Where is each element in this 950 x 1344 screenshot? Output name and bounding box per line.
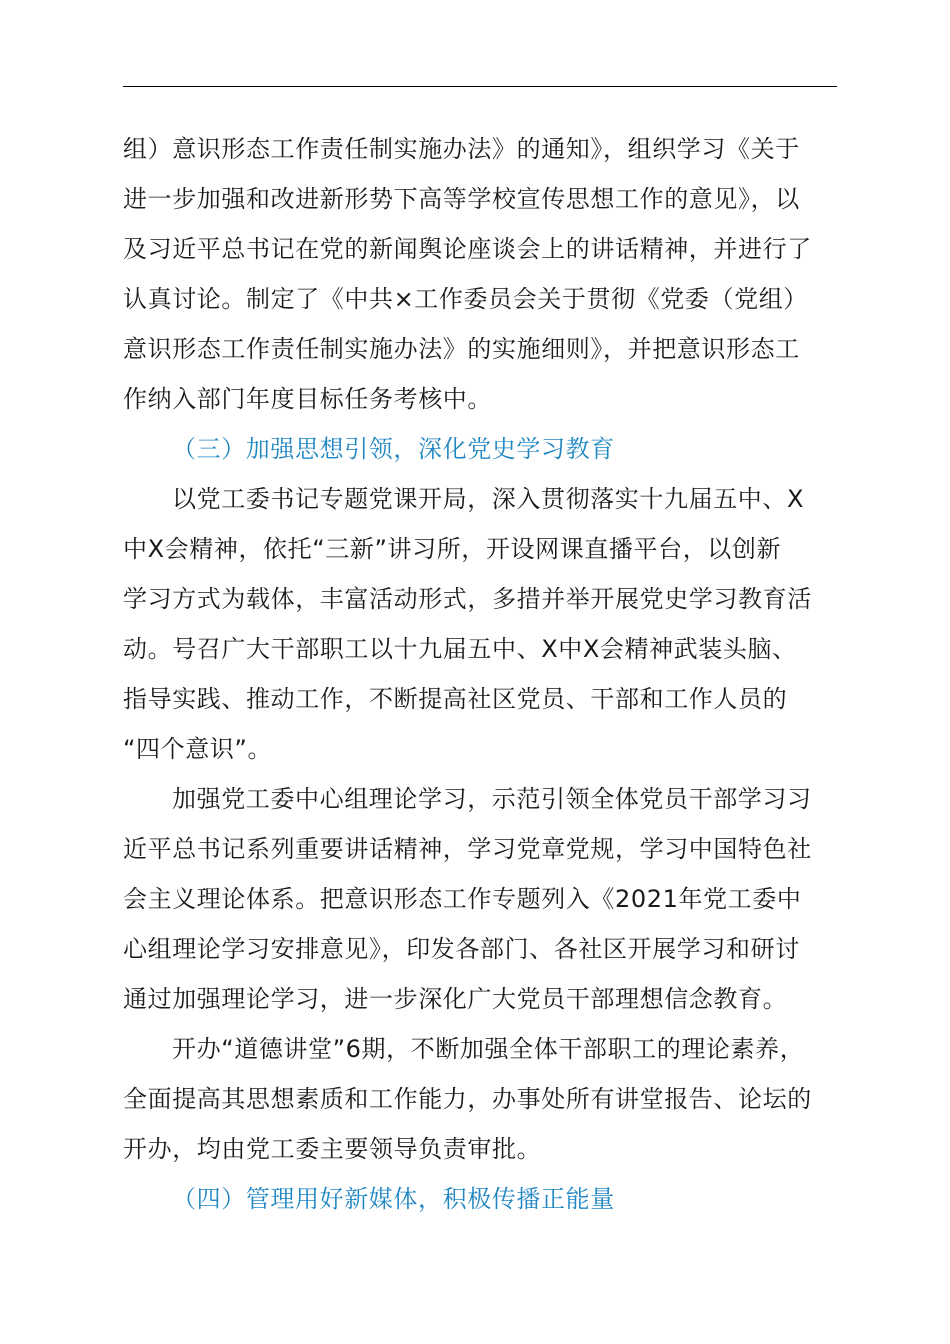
- section-heading-4: （四）管理用好新媒体，积极传播正能量: [172, 1185, 615, 1213]
- paragraph-moral-lecture: 开办“道德讲堂”6期，不断加强全体干部职工的理论素养， 全面提高其思想素质和工作能力，办事处所有讲堂报告、论坛的 开办，均由党工委主要领导负责审批。: [123, 1035, 812, 1163]
- section-heading-3: （三）加强思想引领，深化党史学习教育: [172, 435, 615, 463]
- header-rule: [123, 86, 837, 87]
- paragraph-responsibility-system: 组）意识形态工作责任制实施办法》的通知》，组织学习《关于 进一步加强和改进新形势下高等学校宣传思想工作的意见》，以 及习近平总书记在党的新闻舆论座谈会上的讲话精神，并进行了 认真讨论。制定了《中共×工作委员会关于贯彻《党委（党组） 意识形态工作责任制实施办法》的实施细则》，并把意识形态工 作纳入部门年度目标任务考核中。: [123, 135, 812, 413]
- paragraph-party-lecture: 以党工委书记专题党课开局，深入贯彻落实十九届五中、X 中X会精神，依托“三新”讲习所，开设网课直播平台，以创新 学习方式为载体，丰富活动形式，多措并举开展党史学习教育活 动。号召广大干部职工以十九届五中、X中X会精神武装头脑、 指导实践、推动工作，不断提高社区党员、干部和工作人员的 “四个意识”。: [123, 485, 812, 763]
- paragraph-theory-study: 加强党工委中心组理论学习，示范引领全体党员干部学习习 近平总书记系列重要讲话精神，学习党章党规，学习中国特色社 会主义理论体系。把意识形态工作专题列入《2021年党工委中 心组理论学习安排意见》，印发各部门、各社区开展学习和研讨 通过加强理论学习，进一步深化广大党员干部理想信念教育。: [123, 785, 812, 1013]
- document-body: [123, 124, 837, 1224]
